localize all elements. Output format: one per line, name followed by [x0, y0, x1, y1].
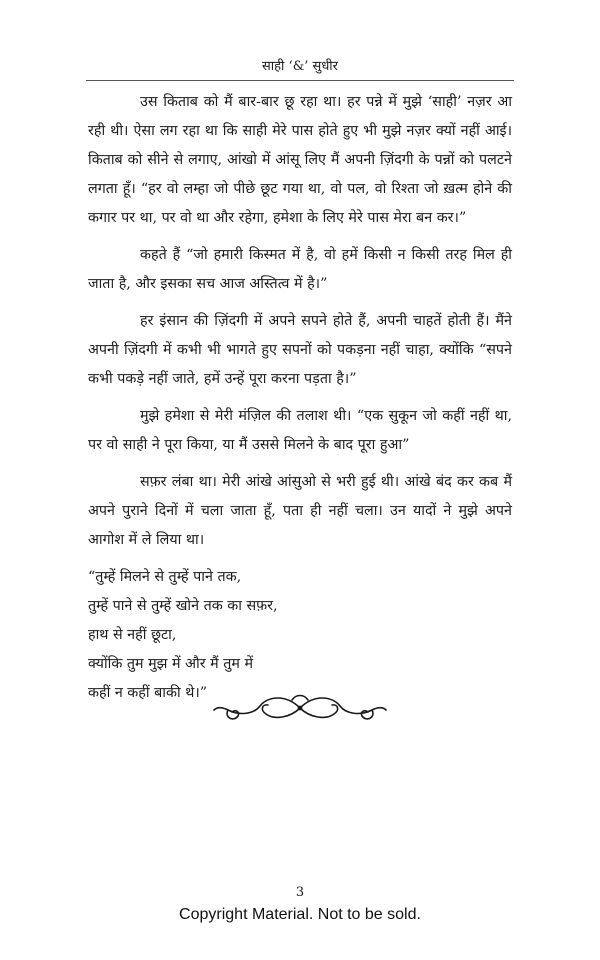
paragraph: मुझे हमेशा से मेरी मंज़िल की तलाश थी। “एक सुकून जो कहीं नहीं था, पर वो साही ने पूरा किया, या मैं उससे मिलने के बाद पूरा हुआ” [88, 408, 512, 453]
running-header: साही ‘&’ सुधीर [262, 59, 338, 74]
poem-line: “तुम्हें मिलने से तुम्हें पाने तक, [88, 569, 242, 585]
poem-line: तुम्हें पाने से तुम्हें खोने तक का सफ़र, [88, 598, 278, 614]
paragraph: उस किताब को मैं बार-बार छू रहा था। हर पन्ने में मुझे ‘साही’ नज़र आ रही थी। ऐसा लग रहा था कि साही मेरे पास होते हुए भी मुझे नज़र क्यों नहीं आई। किताब को सीने से लगाए, आंखो में आंसू लिए मैं अपनी ज़िंदगी के पन्नों को पलटने लगता हूँ। “हर वो लम्हा जो पीछे छूट गया था, वो पल, वो रिश्ता जो ख़त्म होने की कगार पर था, पर वो था और रहेगा, हमेशा के लिए मेरे पास मेरा बन कर।” [88, 94, 512, 226]
page-number: 3 [295, 885, 305, 900]
flourish-divider-icon [210, 688, 390, 728]
paragraph: कहते हैं “जो हमारी किस्मत में है, वो हमें किसी न किसी तरह मिल ही जाता है, और इसका सच आज अस्तित्व में है।” [88, 247, 512, 292]
header-rule [86, 80, 514, 81]
paragraph: सफ़र लंबा था। मेरी आंखे आंसुओ से भरी हुई थी। आंखे बंद कर कब मैं अपने पुराने दिनों में चला जाता हूँ, पता ही नहीं चला। उन यादों ने मुझे अपने आगोश में ले लिया था। [88, 474, 512, 548]
copyright-notice: Copyright Material. Not to be sold. [179, 906, 421, 923]
page-body [88, 88, 512, 708]
paragraph: हर इंसान की ज़िंदगी में अपने सपने होते हैं, अपनी चाहतें होती हैं। मैंने अपनी ज़िंदगी में कभी भी भागते हुए सपनों को पकड़ना नहीं चाहा, क्योंकि “सपने कभी पकड़े नहीं जाते, हमें उन्हें पूरा करना पड़ता है।” [88, 313, 512, 387]
poem-line: क्योंकि तुम मुझ में और मैं तुम में [88, 656, 254, 672]
poem-block [88, 563, 512, 708]
poem-line: कहीं न कहीं बाकी थे।” [88, 685, 208, 701]
poem-line: हाथ से नहीं छूटा, [88, 627, 177, 643]
